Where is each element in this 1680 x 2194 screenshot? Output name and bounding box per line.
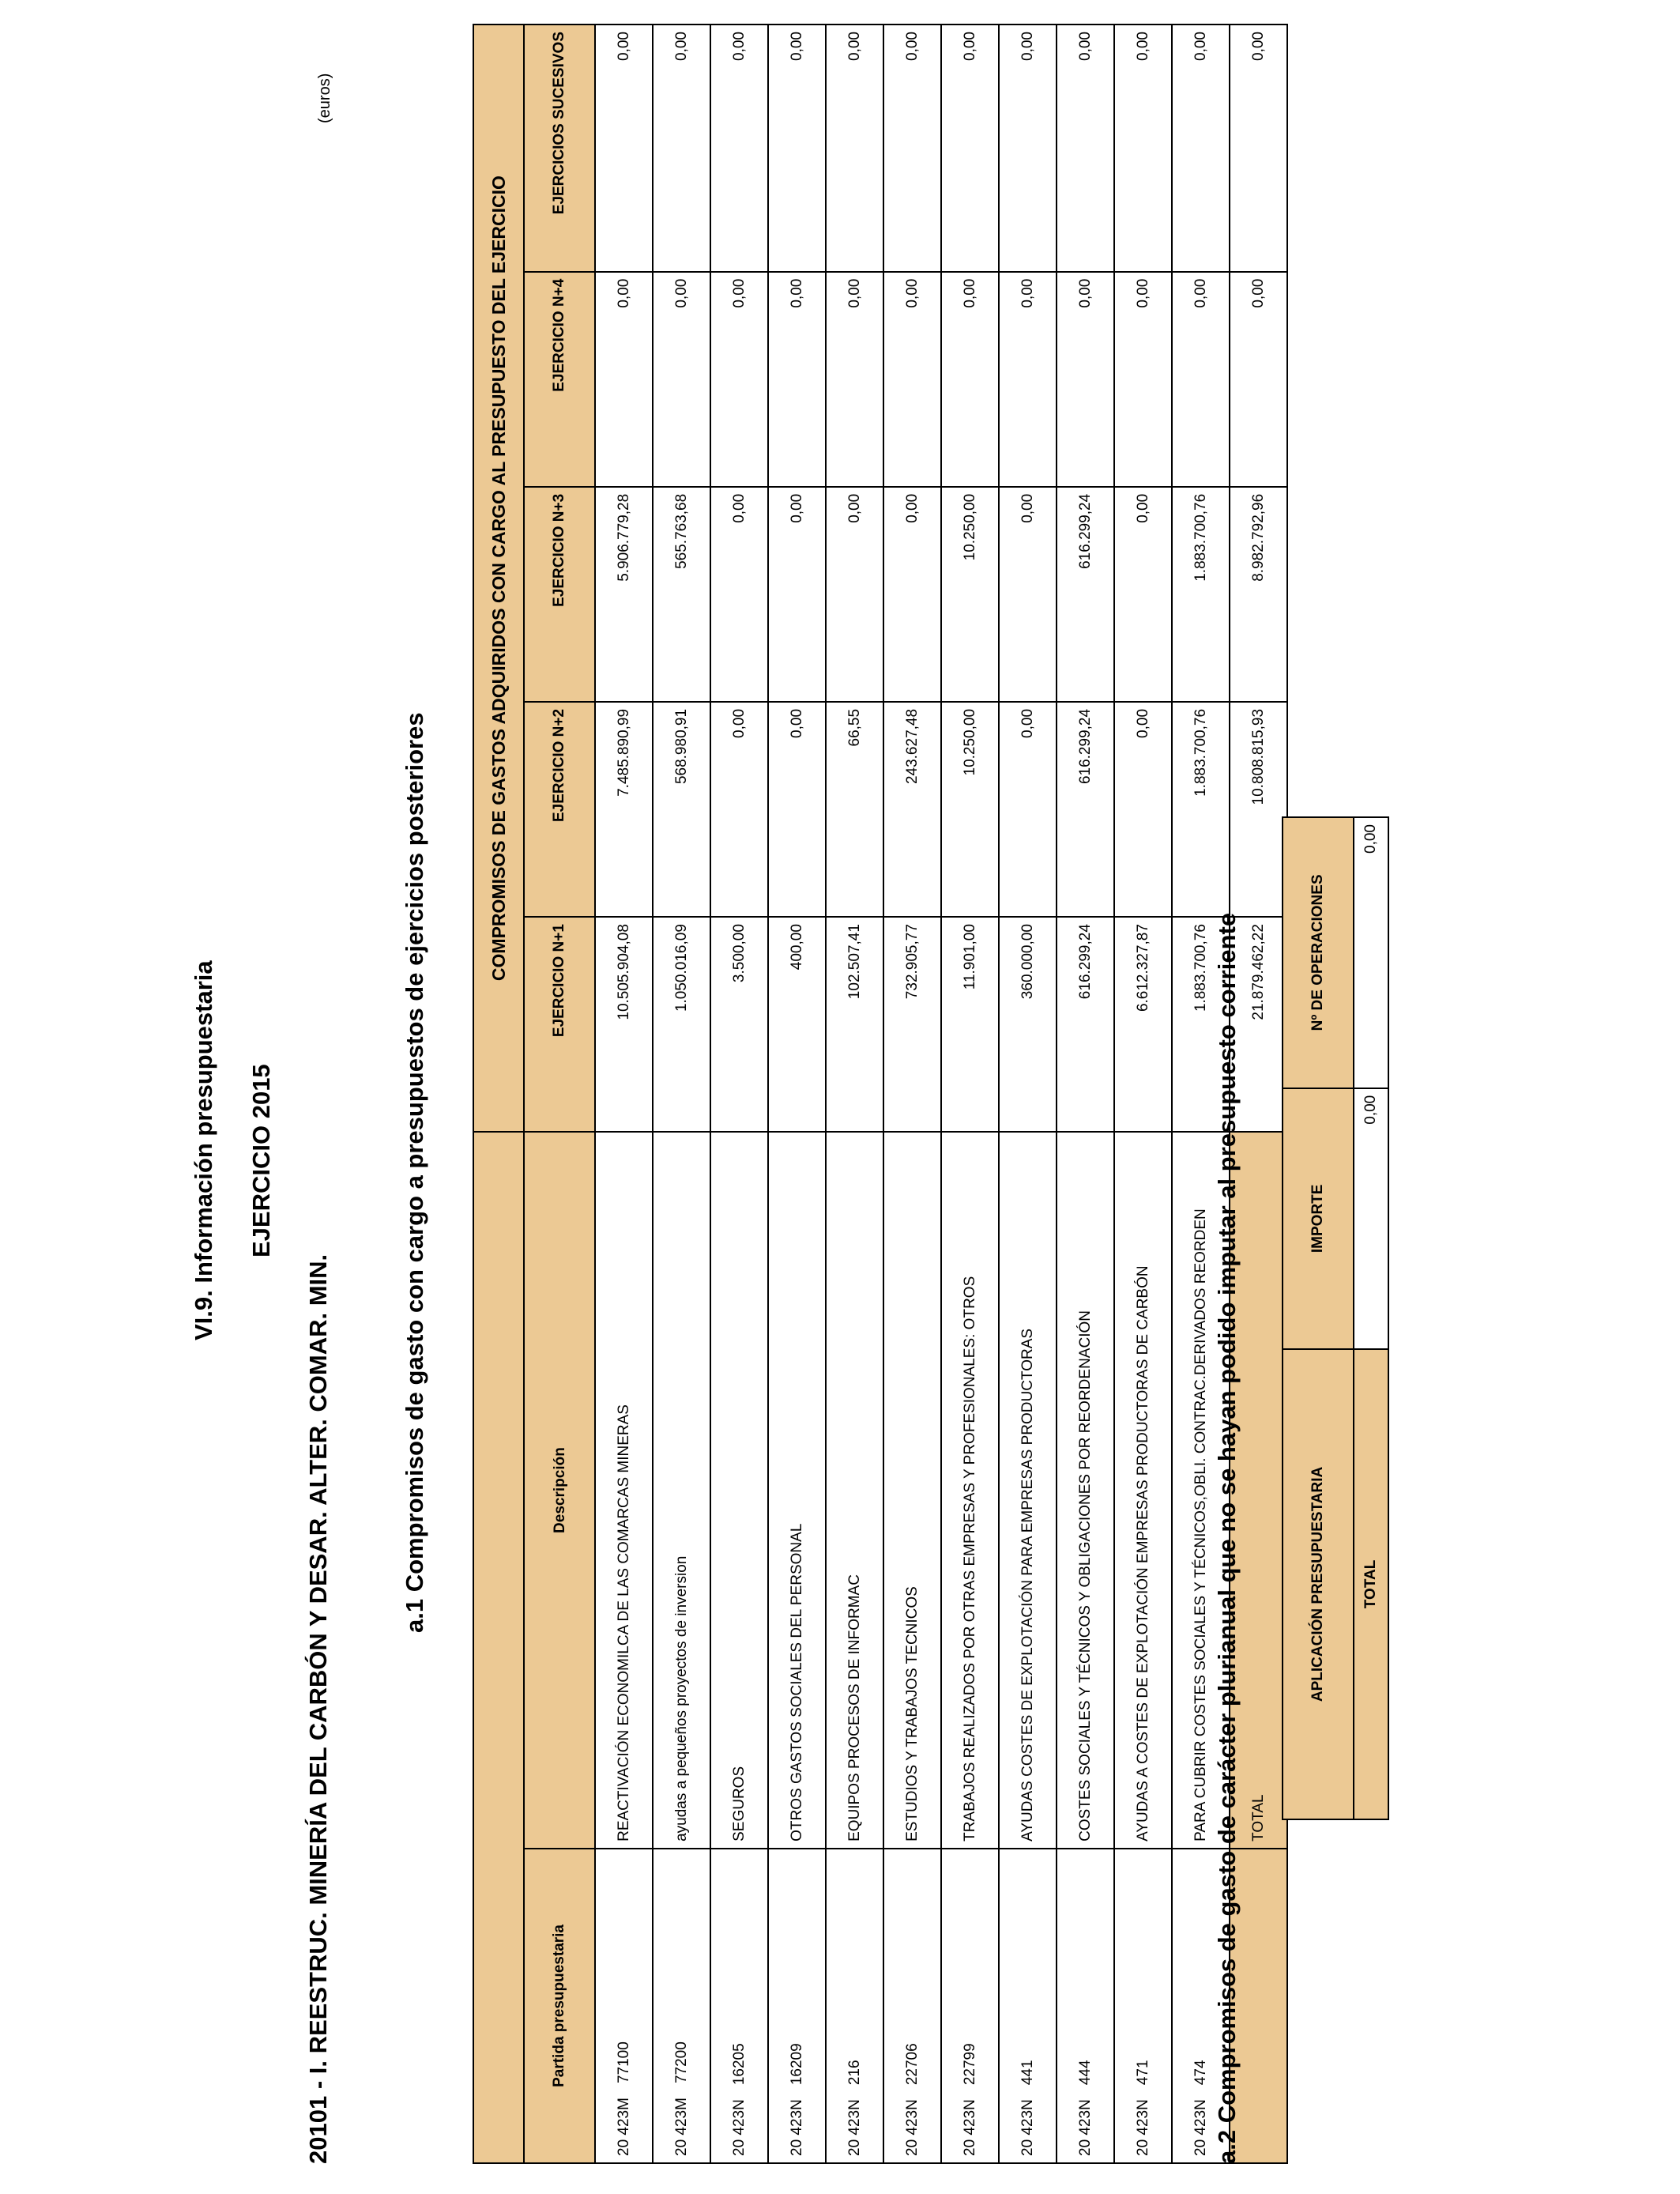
- value-n4: 0,00: [768, 272, 826, 487]
- partida-program: 20 423N: [730, 2099, 748, 2156]
- partida-program: 20 423N: [1019, 2099, 1036, 2156]
- partida-program: 20 423N: [1076, 2099, 1094, 2156]
- partida-program: 20 423N: [961, 2099, 978, 2156]
- total-n3: 8.982.792,96: [1230, 487, 1287, 702]
- value-n1: 360.000,00: [999, 917, 1057, 1132]
- descripcion-cell: REACTIVACIÓN ECONOMILCA DE LAS COMARCAS MINERAS: [595, 1132, 653, 1849]
- partida-concept: 216: [846, 2060, 863, 2086]
- value-sucesivos: 0,00: [1172, 25, 1230, 272]
- value-n4: 0,00: [1172, 272, 1230, 487]
- value-n1: 616.299,24: [1057, 917, 1114, 1132]
- value-sucesivos: 0,00: [883, 25, 941, 272]
- descripcion-cell: PARA CUBRIR COSTES SOCIALES Y TÉCNICOS,OBLI. CONTRAC.DERIVADOS REORDEN: [1172, 1132, 1230, 1849]
- descripcion-cell: AYUDAS A COSTES DE EXPLOTACIÓN EMPRESAS PRODUCTORAS DE CARBÓN: [1114, 1132, 1172, 1849]
- entity-title: 20101 - I. REESTRUC. MINERÍA DEL CARBÓN Y DESAR. ALTER. COMAR. MIN.: [304, 1253, 332, 2164]
- value-sucesivos: 0,00: [710, 25, 768, 272]
- descripcion-cell: TRABAJOS REALIZADOS POR OTRAS EMPRESAS Y PROFESIONALES: OTROS: [941, 1132, 999, 1849]
- col-operaciones: Nº DE OPERACIONES: [1283, 817, 1354, 1088]
- partida-cell: [883, 1849, 941, 2163]
- value-n2: 0,00: [768, 702, 826, 917]
- value-sucesivos: 0,00: [999, 25, 1057, 272]
- value-n3: 5.906.779,28: [595, 487, 653, 702]
- partida-concept: 77100: [615, 2041, 632, 2084]
- partida-concept: 16209: [788, 2043, 805, 2086]
- a2-table: [1282, 816, 1389, 1820]
- partida-cell: [1114, 1849, 1172, 2163]
- value-n4: 0,00: [1057, 272, 1114, 487]
- units-label: (euros): [316, 73, 333, 123]
- section-title: VI.9. Información presupuestaria: [190, 960, 217, 1340]
- value-n3: 0,00: [826, 487, 883, 702]
- total-sucesivos: 0,00: [1230, 25, 1287, 272]
- table-row: [826, 25, 883, 2163]
- total-n1: 21.879.462,22: [1230, 917, 1287, 1132]
- value-sucesivos: 0,00: [1057, 25, 1114, 272]
- partida-concept: 471: [1134, 2060, 1151, 2086]
- table-row: [1114, 25, 1172, 2163]
- descripcion-cell: EQUIPOS PROCESOS DE INFORMAC: [826, 1132, 883, 1849]
- value-n1: 102.507,41: [826, 917, 883, 1132]
- partida-program: 20 423N: [788, 2099, 805, 2156]
- descripcion-cell: ESTUDIOS Y TRABAJOS TECNICOS: [883, 1132, 941, 1849]
- value-n2: 7.485.890,99: [595, 702, 653, 917]
- value-n2: 66,55: [826, 702, 883, 917]
- value-n2: 568.980,91: [653, 702, 710, 917]
- col-n1: EJERCICIO N+1: [524, 917, 595, 1132]
- partida-program: 20 423M: [615, 2098, 632, 2156]
- a2-title: a.2 Compromisos de gasto de carácter plurianual que no se hayan podido imputar al presupuesto corriente: [1213, 912, 1241, 2164]
- value-n4: 0,00: [653, 272, 710, 487]
- value-n2: 243.627,48: [883, 702, 941, 917]
- a2-total-operaciones: 0,00: [1354, 817, 1388, 1088]
- descripcion-cell: SEGUROS: [710, 1132, 768, 1849]
- partida-concept: 16205: [730, 2043, 748, 2086]
- value-n1: 6.612.327,87: [1114, 917, 1172, 1132]
- partida-cell: [999, 1849, 1057, 2163]
- table-row: [595, 25, 653, 2163]
- value-sucesivos: 0,00: [653, 25, 710, 272]
- value-n3: 0,00: [710, 487, 768, 702]
- value-n2: 616.299,24: [1057, 702, 1114, 917]
- table-row: [999, 25, 1057, 2163]
- partida-concept: 22799: [961, 2043, 978, 2086]
- partida-cell: [941, 1849, 999, 2163]
- descripcion-cell: COSTES SOCIALES Y TÉCNICOS Y OBLIGACIONES POR REORDENACIÓN: [1057, 1132, 1114, 1849]
- a1-title: a.1 Compromisos de gasto con cargo a presupuestos de ejercicios posteriores: [401, 712, 428, 1633]
- partida-concept: 77200: [672, 2041, 690, 2084]
- value-n1: 1.050.016,09: [653, 917, 710, 1132]
- partida-program: 20 423M: [672, 2098, 690, 2156]
- partida-program: 20 423N: [846, 2099, 863, 2156]
- total-n4: 0,00: [1230, 272, 1287, 487]
- value-n3: 10.250,00: [941, 487, 999, 702]
- partida-concept: 22706: [903, 2043, 921, 2086]
- table-row: [941, 25, 999, 2163]
- value-n3: 616.299,24: [1057, 487, 1114, 702]
- value-n3: 0,00: [999, 487, 1057, 702]
- col-descripcion: Descripción: [524, 1132, 595, 1849]
- a2-total-label: TOTAL: [1354, 1349, 1388, 1819]
- value-n2: 0,00: [710, 702, 768, 917]
- value-n1: 3.500,00: [710, 917, 768, 1132]
- value-n1: 10.505.904,08: [595, 917, 653, 1132]
- partida-concept: 441: [1019, 2060, 1036, 2086]
- partida-program: 20 423N: [1192, 2099, 1209, 2156]
- table-row: [883, 25, 941, 2163]
- value-n2: 10.250,00: [941, 702, 999, 917]
- value-n1: 400,00: [768, 917, 826, 1132]
- value-sucesivos: 0,00: [826, 25, 883, 272]
- value-n1: 732.905,77: [883, 917, 941, 1132]
- table-row: [653, 25, 710, 2163]
- value-sucesivos: 0,00: [941, 25, 999, 272]
- partida-cell: [1057, 1849, 1114, 2163]
- partida-concept: 444: [1076, 2060, 1094, 2086]
- total-n2: 10.808.815,93: [1230, 702, 1287, 917]
- col-sucesivos: EJERCICIOS SUCESIVOS: [524, 25, 595, 272]
- partida-cell: [768, 1849, 826, 2163]
- table-row: [1057, 25, 1114, 2163]
- value-n3: 0,00: [768, 487, 826, 702]
- year-title: EJERCICIO 2015: [247, 1064, 275, 1257]
- descripcion-cell: OTROS GASTOS SOCIALES DEL PERSONAL: [768, 1132, 826, 1849]
- descripcion-cell: AYUDAS COSTES DE EXPLOTACIÓN PARA EMPRESAS PRODUCTORAS: [999, 1132, 1057, 1849]
- value-n4: 0,00: [595, 272, 653, 487]
- value-n2: 1.883.700,76: [1172, 702, 1230, 917]
- col-n4: EJERCICIO N+4: [524, 272, 595, 487]
- a2-total-importe: 0,00: [1354, 1088, 1388, 1349]
- value-n2: 0,00: [999, 702, 1057, 917]
- value-n3: 1.883.700,76: [1172, 487, 1230, 702]
- col-aplicacion: APLICACIÓN PRESUPUESTARIA: [1283, 1349, 1354, 1819]
- partida-cell: [710, 1849, 768, 2163]
- header-blank: [473, 1132, 524, 2163]
- partida-concept: 474: [1192, 2060, 1209, 2086]
- value-sucesivos: 0,00: [1114, 25, 1172, 272]
- value-n3: 0,00: [883, 487, 941, 702]
- value-n1: 1.883.700,76: [1172, 917, 1230, 1132]
- value-n4: 0,00: [710, 272, 768, 487]
- value-n1: 11.901,00: [941, 917, 999, 1132]
- table-row: [768, 25, 826, 2163]
- value-sucesivos: 0,00: [595, 25, 653, 272]
- col-partida: Partida presupuestaria: [524, 1849, 595, 2163]
- value-n4: 0,00: [883, 272, 941, 487]
- table-row: [710, 25, 768, 2163]
- partida-cell: [653, 1849, 710, 2163]
- partida-cell: [595, 1849, 653, 2163]
- value-n3: 565.763,68: [653, 487, 710, 702]
- total-label: TOTAL: [1230, 1132, 1287, 1849]
- value-n4: 0,00: [999, 272, 1057, 487]
- col-importe: IMPORTE: [1283, 1088, 1354, 1349]
- value-sucesivos: 0,00: [768, 25, 826, 272]
- value-n4: 0,00: [826, 272, 883, 487]
- partida-program: 20 423N: [903, 2099, 921, 2156]
- group-header: COMPROMISOS DE GASTOS ADQUIRIDOS CON CARGO AL PRESUPUESTO DEL EJERCICIO: [473, 25, 524, 1132]
- a1-table: [473, 24, 1288, 2164]
- col-n2: EJERCICIO N+2: [524, 702, 595, 917]
- partida-program: 20 423N: [1134, 2099, 1151, 2156]
- value-n3: 0,00: [1114, 487, 1172, 702]
- value-n4: 0,00: [941, 272, 999, 487]
- value-n2: 0,00: [1114, 702, 1172, 917]
- value-n4: 0,00: [1114, 272, 1172, 487]
- descripcion-cell: ayudas a pequeños proyectos de inversion: [653, 1132, 710, 1849]
- partida-cell: [826, 1849, 883, 2163]
- col-n3: EJERCICIO N+3: [524, 487, 595, 702]
